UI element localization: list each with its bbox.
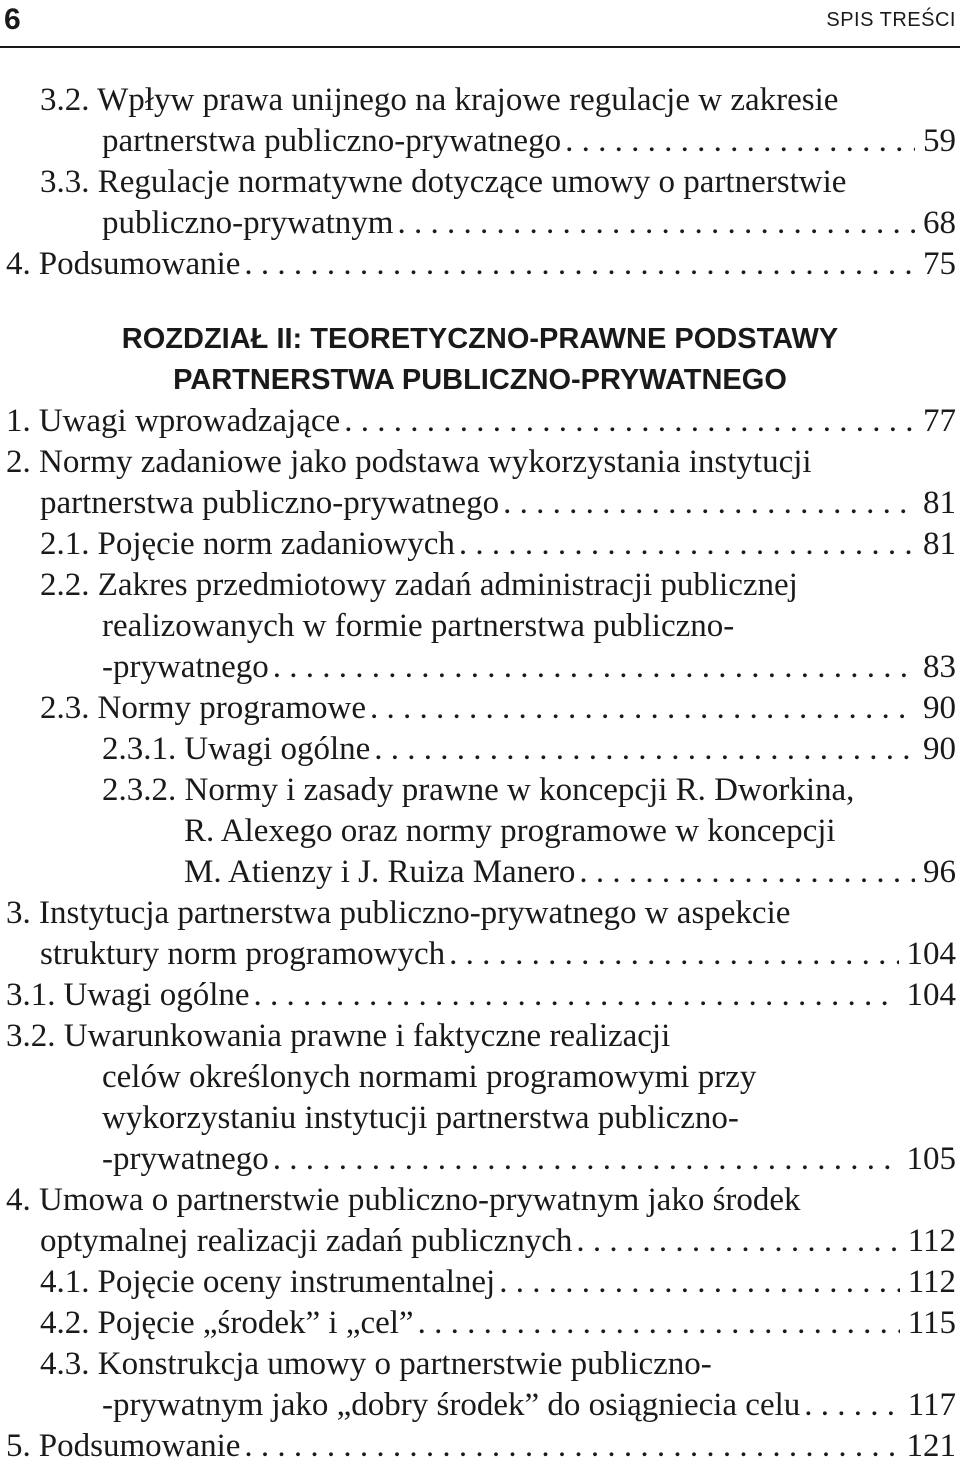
toc-title: Konstrukcja umowy o partnerstwie publiczno- [97,1346,712,1382]
dot-leader [244,1426,898,1467]
toc-entry-3-2b-line-3 [0,1098,960,1139]
dot-leader [565,121,915,162]
toc-number: 4. [6,246,31,282]
dot-leader [370,688,915,729]
toc-title: Instytucja partnerstwa publiczno-prywatnego w aspekcie [39,895,791,931]
dot-leader [273,1139,899,1180]
toc-entry-2-line-1 [0,442,960,483]
toc-entry-4-1 [0,1262,960,1303]
toc-page-number: 117 [907,1387,956,1423]
toc-number: 5. [6,1428,31,1464]
toc-entry-4-2 [0,1303,960,1344]
toc-entry-2-line-2 [0,483,960,524]
toc-number: 3. [6,895,31,931]
toc-number: 2.1. [40,526,90,562]
page-number: 6 [4,3,21,36]
toc-title: Podsumowanie [38,1428,241,1464]
toc-number: 3.1. [6,977,56,1013]
toc-entry-4 [0,244,960,285]
toc-entry-4-3-line-1 [0,1344,960,1385]
toc-entry-2-3 [0,688,960,729]
toc-entry-4b-line-2 [0,1221,960,1262]
toc-title: Umowa o partnerstwie publiczno-prywatnym jako środek [39,1182,801,1218]
toc-number: 3.2. [40,82,90,118]
toc-number: 2. [6,444,31,480]
toc-entry-2-3-1 [0,729,960,770]
toc-title: celów określonych normami programowymi przy [102,1059,757,1095]
toc-entry-2-2-line-2 [0,606,960,647]
toc-title: R. Alexego oraz normy programowe w koncepcji [184,813,836,849]
spacer [0,285,960,319]
chapter-heading-line-2: PARTNERSTWA PUBLICZNO-PRYWATNEGO [173,364,787,396]
toc-page-number: 115 [907,1305,956,1341]
toc-entry-3-2-line-1 [0,80,960,121]
toc-number: 4.1. [40,1264,90,1300]
toc-title: -prywatnego [102,649,269,685]
dot-leader [449,934,898,975]
toc-entry-3-line-2 [0,934,960,975]
toc-title: Wpływ prawa unijnego na krajowe regulacje w zakresie [97,82,839,118]
toc-entry-2-3-2-line-3 [0,852,960,893]
toc-page-number: 75 [923,246,956,282]
toc-entry-3-2b-line-2 [0,1057,960,1098]
dot-leader [804,1385,899,1426]
toc-title: struktury norm programowych [40,936,446,972]
dot-leader [273,647,915,688]
toc-entry-2-2-line-1 [0,565,960,606]
toc-number: 1. [6,403,31,439]
toc-title: Pojęcie norm zadaniowych [97,526,455,562]
toc-page-number: 90 [923,690,956,726]
dot-leader [374,729,915,770]
toc-entry-3-1 [0,975,960,1016]
toc-title: M. Atienzy i J. Ruiza Manero [184,854,576,890]
dot-leader [254,975,899,1016]
toc-title: Normy zadaniowe jako podstawa wykorzystania instytucji [39,444,812,480]
toc-page-number: 104 [906,936,956,972]
toc-title: partnerstwa publiczno-prywatnego [102,123,562,159]
toc-title: -prywatnego [102,1141,269,1177]
toc-number: 3.3. [40,164,90,200]
toc-entry-3-line-1 [0,893,960,934]
toc-entry-2-3-2-line-1 [0,770,960,811]
toc-page-number: 77 [923,403,956,439]
toc-page-number: 104 [906,977,956,1013]
toc-number: 2.3.1. [102,731,177,767]
dot-leader [503,483,915,524]
toc-title: Regulacje normatywne dotyczące umowy o partnerstwie [97,164,847,200]
toc-number: 3.2. [6,1018,56,1054]
toc-title: Normy programowe [97,690,367,726]
toc-entry-2-3-2-line-2 [0,811,960,852]
dot-leader [418,1303,900,1344]
toc-page-number: 112 [907,1223,956,1259]
toc-number: 2.3. [40,690,90,726]
dot-leader [397,203,915,244]
toc-title: Pojęcie oceny instrumentalnej [97,1264,496,1300]
toc-number: 2.2. [40,567,90,603]
dot-leader [576,1221,899,1262]
toc-entry-3-2b-line-1 [0,1016,960,1057]
toc-entry-4b-line-1 [0,1180,960,1221]
toc-number: 4. [6,1182,31,1218]
toc-entry-2-2-line-3 [0,647,960,688]
toc-page-number: 59 [923,123,956,159]
page-header [0,0,960,48]
toc-title: Uwarunkowania prawne i faktyczne realizacji [63,1018,671,1054]
toc-page-number: 121 [906,1428,956,1464]
toc-page-number: 81 [923,526,956,562]
toc-title: Normy i zasady prawne w koncepcji R. Dworkina, [184,772,855,808]
running-head: SPIS TREŚCI [826,9,956,31]
toc-title: partnerstwa publiczno-prywatnego [40,485,500,521]
dot-leader [244,244,915,285]
toc-title: Zakres przedmiotowy zadań administracji publicznej [97,567,798,603]
toc-entry-3-3-line-1 [0,162,960,203]
toc-title: Podsumowanie [38,246,241,282]
toc-title: publiczno-prywatnym [102,205,394,241]
toc-entry-2-1 [0,524,960,565]
toc-page-number: 96 [923,854,956,890]
toc-entry-1 [0,401,960,442]
toc-page-number: 105 [906,1141,956,1177]
toc-entry-3-3-line-2 [0,203,960,244]
dot-leader [499,1262,900,1303]
chapter-heading-line-1: ROZDZIAŁ II: TEORETYCZNO-PRAWNE PODSTAWY [121,323,839,355]
toc-page-number: 81 [923,485,956,521]
dot-leader [459,524,915,565]
toc-entry-3-2b-line-4 [0,1139,960,1180]
toc-title: optymalnej realizacji zadań publicznych [40,1223,573,1259]
toc-entry-4-3-line-2 [0,1385,960,1426]
toc-number: 4.3. [40,1346,90,1382]
toc-title: Pojęcie „środek” i „cel” [97,1305,414,1341]
dot-leader [344,401,915,442]
toc-page-number: 68 [923,205,956,241]
toc-page-number: 83 [923,649,956,685]
toc-number: 2.3.2. [102,772,177,808]
toc-title: wykorzystaniu instytucji partnerstwa publiczno- [102,1100,739,1136]
toc-title: Uwagi ogólne [63,977,250,1013]
toc-title: Uwagi ogólne [184,731,371,767]
toc-title: realizowanych w formie partnerstwa publiczno- [102,608,735,644]
toc-entry-3-2-line-2 [0,121,960,162]
toc-page-number: 90 [923,731,956,767]
toc-entry-5 [0,1426,960,1467]
toc-title: Uwagi wprowadzające [38,403,341,439]
table-of-contents [0,80,960,1467]
toc-page-number: 112 [907,1264,956,1300]
dot-leader [579,852,915,893]
toc-title: -prywatnym jako „dobry środek” do osiągniecia celu [102,1387,801,1423]
toc-number: 4.2. [40,1305,90,1341]
header-rule [0,46,960,48]
